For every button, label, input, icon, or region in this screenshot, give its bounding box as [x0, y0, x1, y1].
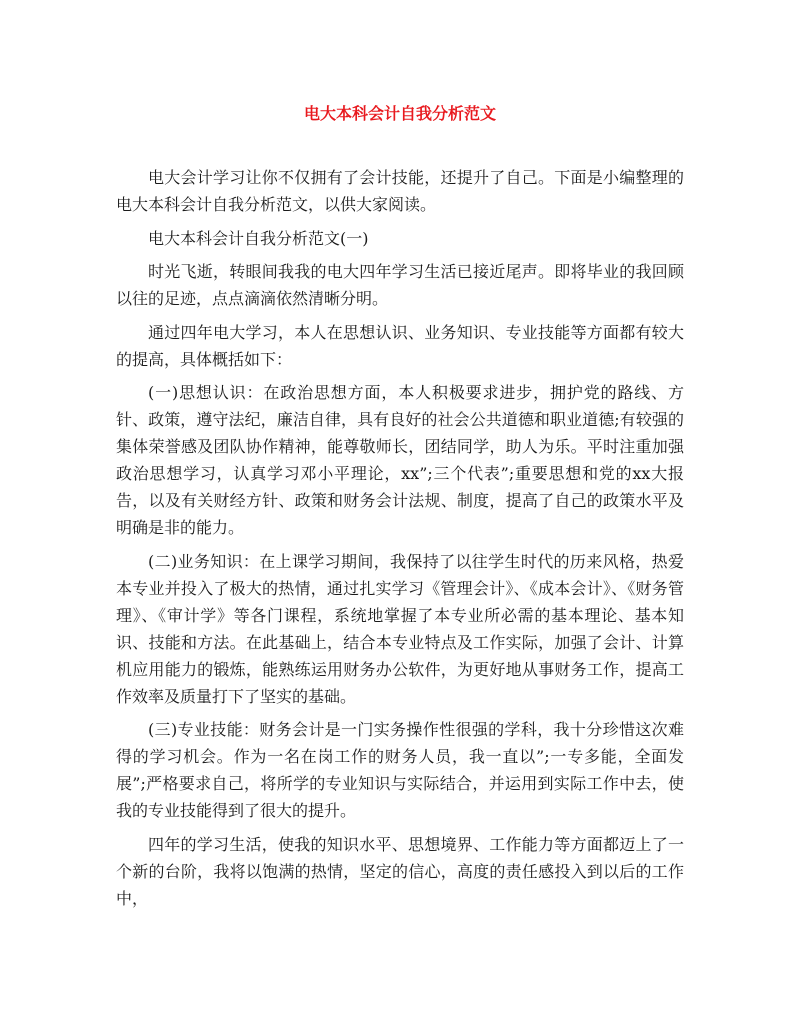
paragraph: 四年的学习生活，使我的知识水平、思想境界、工作能力等方面都迈上了一个新的台阶，我将以饱满的热情，坚定的信心，高度的责任感投入到以后的工作中， [116, 834, 684, 908]
paragraph-business-knowledge: (二)业务知识：在上课学习期间，我保持了以往学生时代的历来风格，热爱本专业并投入了极大的热情，通过扎实学习《管理会计》、《成本会计》、《财务管理》、《审计学》等各门课程，系统地掌握了本专业所必需的基本理论、基本知识、技能和方法。在此基础上，结合本专业特点及工作实际，加强了会计、计算机应用能力的锻炼，能熟练运用财务办公软件，为更好地从事财务工作，提高工作效率及质量打下了坚实的基础。 [116, 551, 684, 706]
intro-paragraph: 电大会计学习让你不仅拥有了会计技能，还提升了自己。下面是小编整理的电大本科会计自我分析范文，以供大家阅读。 [116, 168, 684, 214]
document-body [116, 164, 684, 918]
section-heading: 电大本科会计自我分析范文(一) [148, 228, 369, 248]
document-title: 电大本科会计自我分析范文 [303, 104, 496, 123]
paragraph-professional-skills: (三)专业技能：财务会计是一门实务操作性很强的学科，我十分珍惜这次难得的学习机会。作为一名在岗工作的财务人员，我一直以”;一专多能，全面发展”;严格要求自己，将所学的专业知识与实际结合，并运用到实际工作中去，使我的专业技能得到了很大的提升。 [116, 720, 684, 820]
paragraph: 时光飞逝，转眼间我我的电大四年学习生活已接近尾声。即将毕业的我回顾以往的足迹，点点滴滴依然清晰分明。 [116, 262, 684, 308]
paragraph: 通过四年电大学习，本人在思想认识、业务知识、专业技能等方面都有较大的提高，具体概括如下： [116, 322, 684, 369]
paragraph-ideology: (一)思想认识：在政治思想方面，本人积极要求进步，拥护党的路线、方针、政策，遵守法纪，廉洁自律，具有良好的社会公共道德和职业道德;有较强的集体荣誉感及团队协作精神，能尊敬师长，团结同学，助人为乐。平时注重加强政治思想学习，认真学习邓小平理论，xx”;三个代表”;重要思想和党的xx大报告，以及有关财经方针、政策和财务会计法规、制度，提高了自己的政策水平及明确是非的能力。 [116, 383, 684, 537]
